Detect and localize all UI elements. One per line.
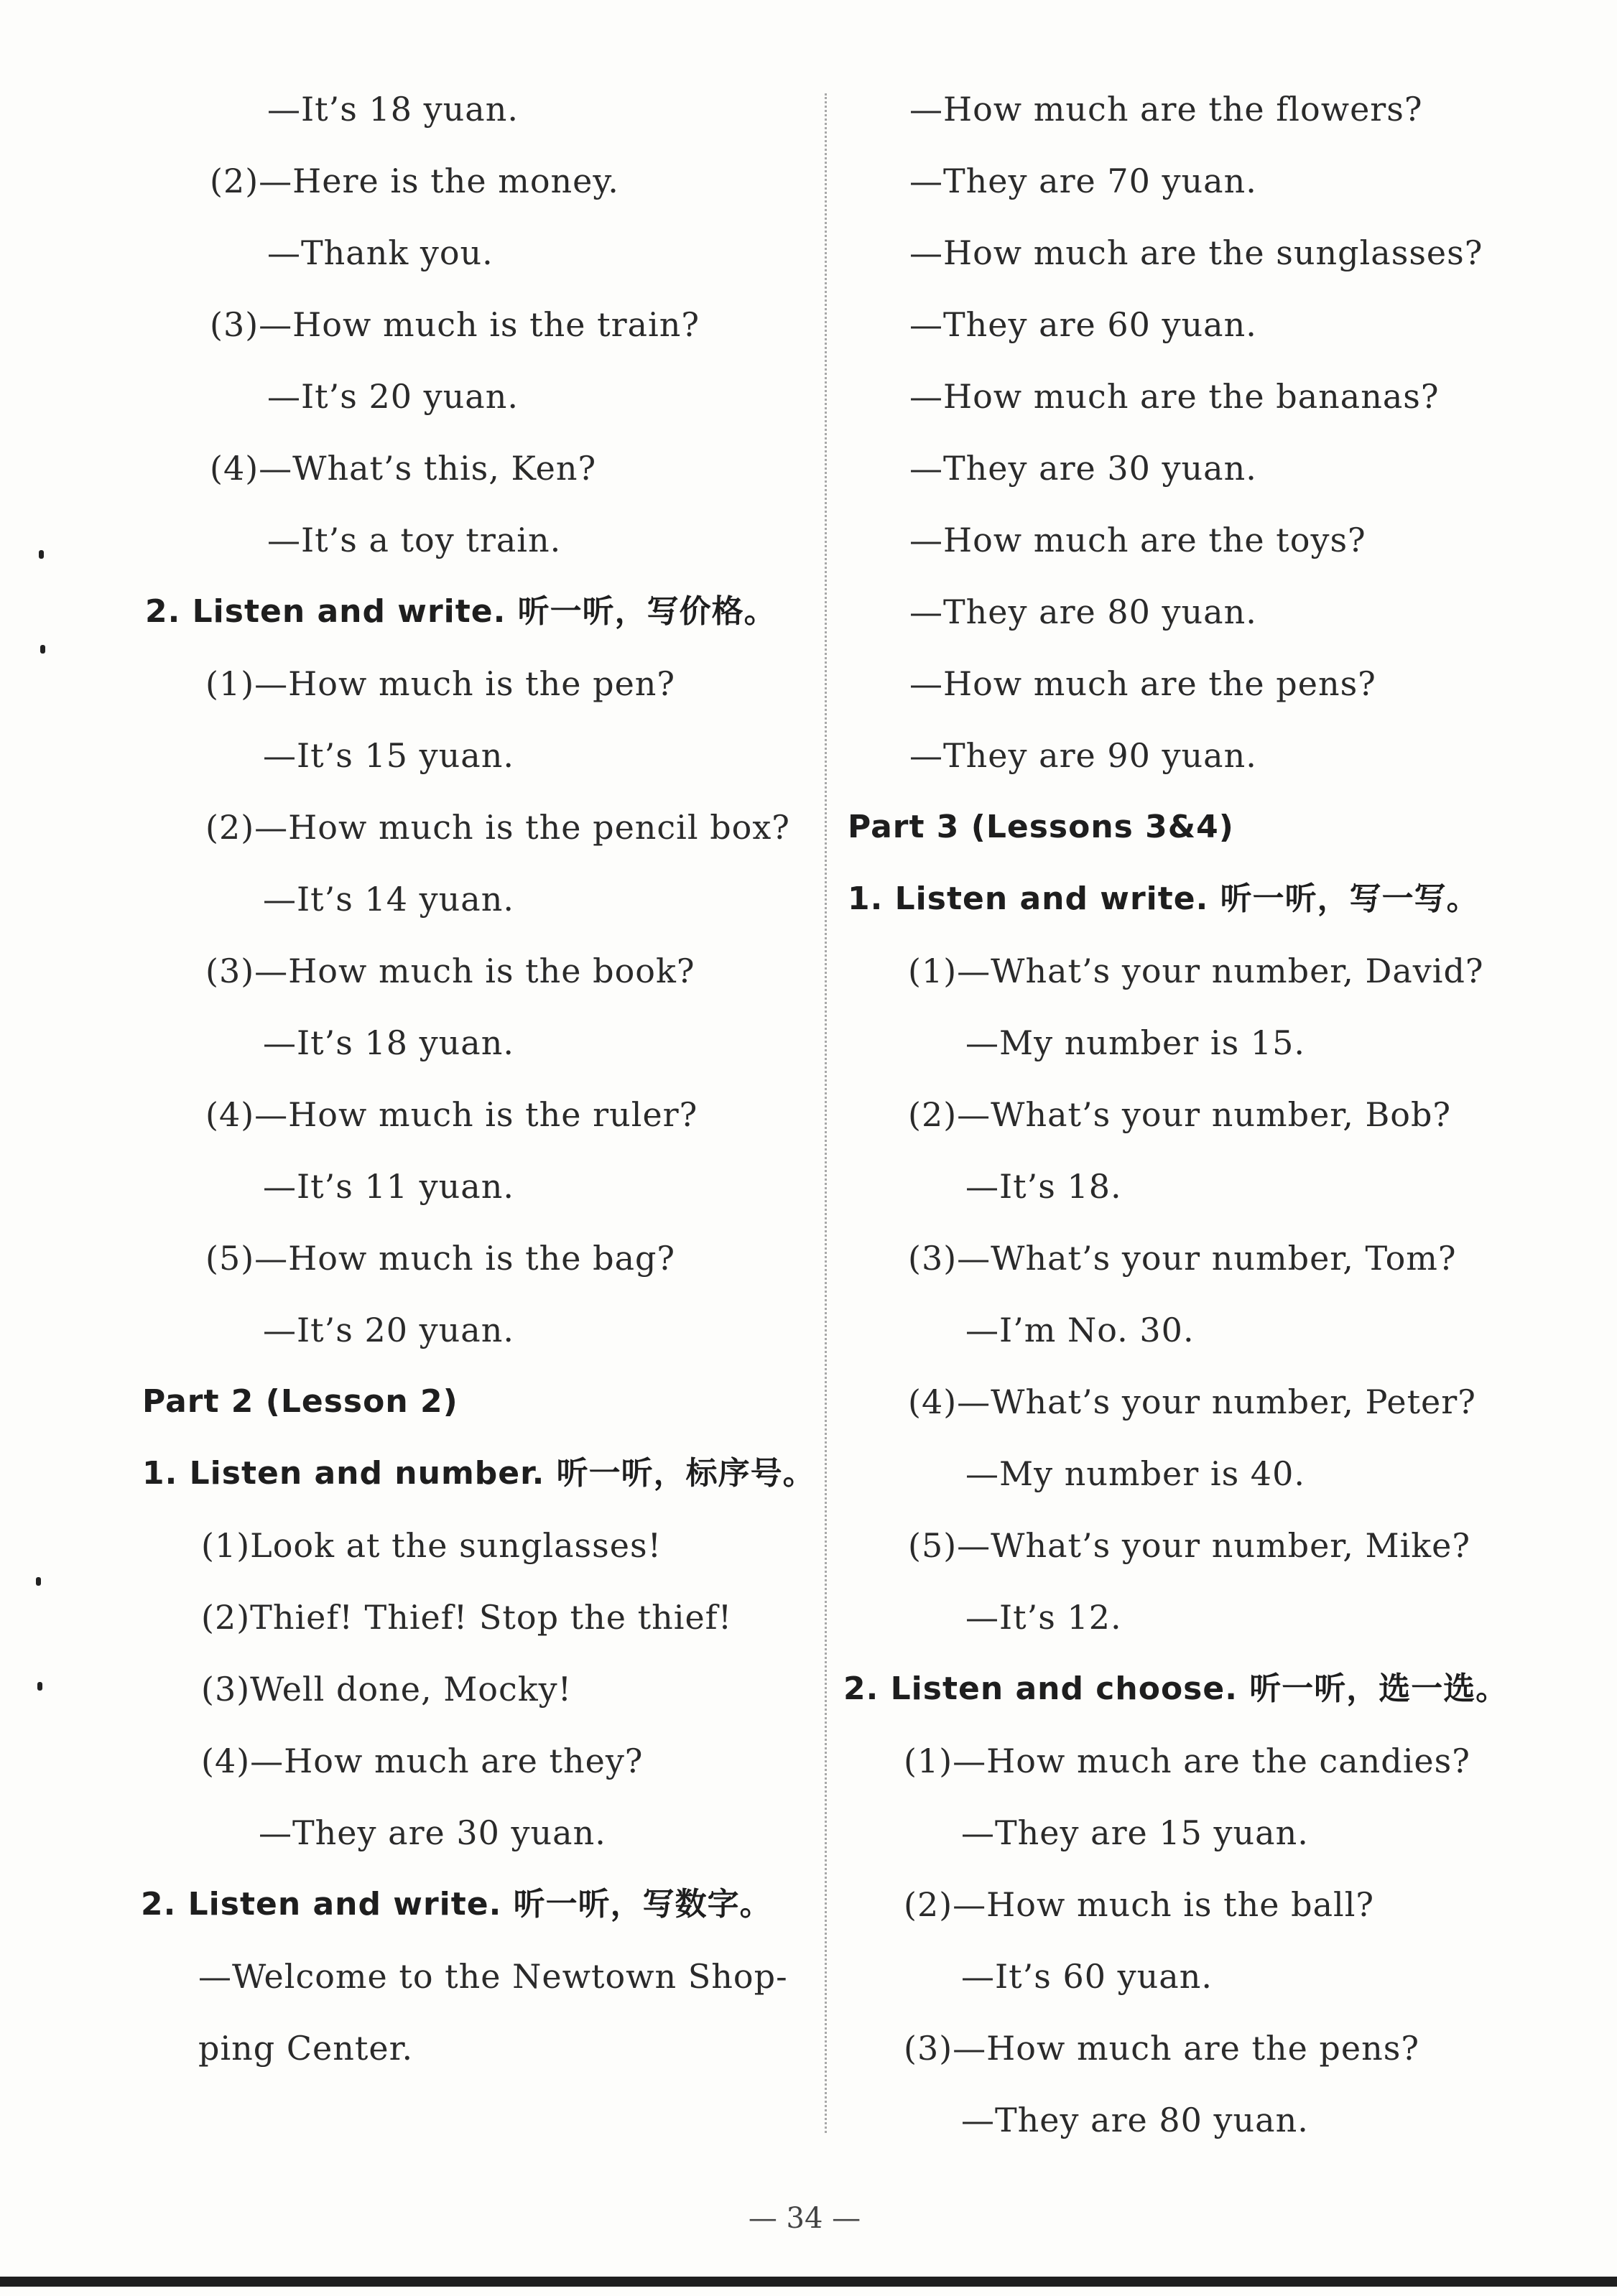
text-line: (1)—How much are the candies? <box>904 1742 1470 1780</box>
text-line: —They are 15 yuan. <box>961 1813 1309 1852</box>
text-line: —It’s 60 yuan. <box>961 1957 1213 1996</box>
text-line: —My number is 15. <box>965 1023 1305 1062</box>
text-line: ping Center. <box>198 2029 414 2068</box>
text-line: —How much are the bananas? <box>909 377 1440 416</box>
page-number: — 34 — <box>748 2202 861 2235</box>
text-line: (3)—How much is the train? <box>210 305 700 344</box>
text-line: —It’s a toy train. <box>267 521 562 559</box>
exercise-heading: 2. Listen and write. 听一听，写价格。 <box>145 593 777 630</box>
text-line: —They are 90 yuan. <box>909 736 1257 775</box>
text-line: —It’s 14 yuan. <box>263 880 514 919</box>
exercise-heading: 2. Listen and write. 听一听，写数字。 <box>141 1886 772 1923</box>
text-line: (3)Well done, Mocky! <box>201 1670 573 1709</box>
text-line: —It’s 11 yuan. <box>263 1167 514 1206</box>
text-line: —It’s 15 yuan. <box>263 736 514 775</box>
exercise-heading: 1. Listen and number. 听一听，标序号。 <box>142 1455 815 1492</box>
text-line: (4)—How much is the ruler? <box>205 1095 698 1134</box>
text-line: —My number is 40. <box>965 1454 1305 1493</box>
text-line: (2)—What’s your number, Bob? <box>908 1095 1452 1134</box>
text-line: (1)Look at the sunglasses! <box>201 1526 662 1565</box>
text-line: —They are 60 yuan. <box>909 305 1257 344</box>
text-line: —Thank you. <box>267 233 494 272</box>
text-line: (3)—How much is the book? <box>205 952 695 990</box>
text-line: —They are 30 yuan. <box>909 449 1257 488</box>
text-line: —How much are the flowers? <box>909 90 1423 129</box>
text-line: (1)—What’s your number, David? <box>908 952 1484 990</box>
text-line: (5)—How much is the bag? <box>205 1239 676 1278</box>
text-line: (3)—How much are the pens? <box>904 2029 1419 2068</box>
text-line: (3)—What’s your number, Tom? <box>908 1239 1457 1278</box>
text-line: —It’s 20 yuan. <box>263 1311 514 1349</box>
part-heading: Part 2 (Lesson 2) <box>142 1383 458 1420</box>
scan-speck <box>36 1577 41 1586</box>
exercise-heading: 2. Listen and choose. 听一听，选一选。 <box>843 1670 1509 1707</box>
text-line: —It’s 18. <box>965 1167 1122 1206</box>
text-line: (2)—How much is the pencil box? <box>205 808 790 847</box>
scan-speck <box>39 550 44 559</box>
text-line: —It’s 18 yuan. <box>267 90 519 129</box>
text-line: —How much are the sunglasses? <box>909 233 1483 272</box>
text-line: —Welcome to the Newtown Shop- <box>198 1957 788 1996</box>
scan-speck <box>40 645 45 654</box>
bottom-edge-bar <box>0 2277 1617 2287</box>
text-line: —How much are the toys? <box>909 521 1366 559</box>
part-heading: Part 3 (Lessons 3&4) <box>848 809 1234 845</box>
text-line: (4)—What’s this, Ken? <box>210 449 597 488</box>
exercise-heading: 1. Listen and write. 听一听，写一写。 <box>848 880 1479 917</box>
text-line: (5)—What’s your number, Mike? <box>908 1526 1471 1565</box>
text-line: —They are 70 yuan. <box>909 162 1257 200</box>
text-line: —It’s 12. <box>965 1598 1122 1637</box>
text-line: —I’m No. 30. <box>965 1311 1195 1349</box>
text-line: —They are 30 yuan. <box>259 1813 606 1852</box>
text-line: (4)—What’s your number, Peter? <box>908 1382 1476 1421</box>
scan-speck <box>37 1682 42 1691</box>
text-line: (2)—Here is the money. <box>210 162 619 200</box>
text-line: (1)—How much is the pen? <box>205 664 676 703</box>
text-line: —It’s 18 yuan. <box>263 1023 514 1062</box>
text-line: —They are 80 yuan. <box>961 2101 1309 2139</box>
column-divider <box>825 93 827 2133</box>
text-line: —They are 80 yuan. <box>909 592 1257 631</box>
text-line: —How much are the pens? <box>909 664 1376 703</box>
text-line: (4)—How much are they? <box>201 1742 644 1780</box>
text-line: —It’s 20 yuan. <box>267 377 519 416</box>
text-line: (2)—How much is the ball? <box>904 1885 1375 1924</box>
text-line: (2)Thief! Thief! Stop the thief! <box>201 1598 733 1637</box>
